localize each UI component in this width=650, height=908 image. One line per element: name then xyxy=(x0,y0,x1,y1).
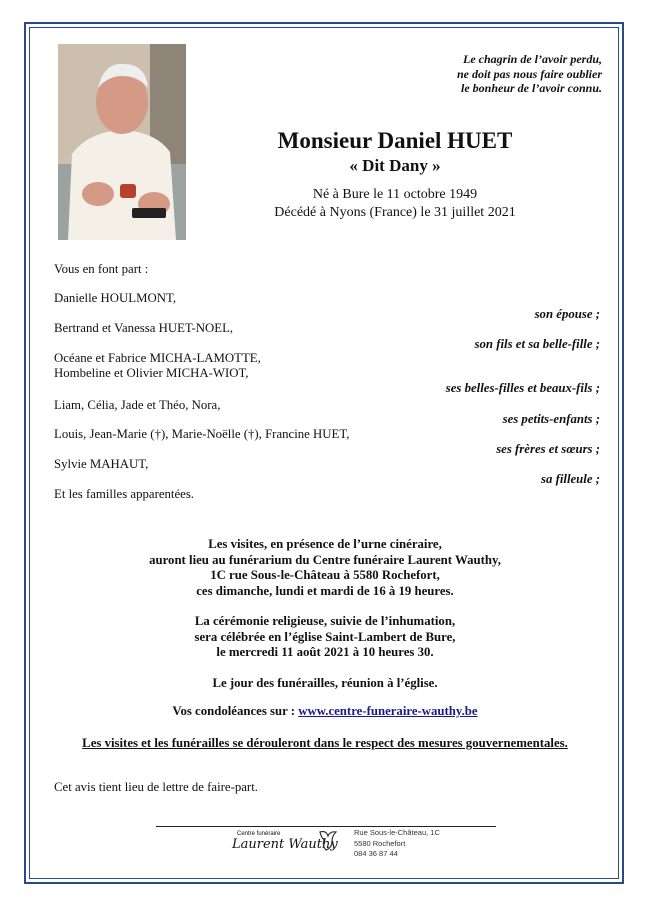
family-relation: ses petits-enfants ; xyxy=(502,412,600,426)
visits-line: 1C rue Sous-le-Château à 5580 Rochefort, xyxy=(210,568,440,583)
ceremony-line: La cérémonie religieuse, suivie de l’inhumation, xyxy=(194,614,456,628)
epigraph-line: Le chagrin de l’avoir perdu, xyxy=(463,52,602,66)
family-relation: ses frères et sœurs ; xyxy=(496,442,600,456)
families-line: Et les familles apparentées. xyxy=(54,487,194,501)
condolences-line xyxy=(40,704,610,720)
epigraph xyxy=(382,52,602,96)
family-relation: ses belles-filles et beaux-fils ; xyxy=(445,381,600,395)
notice-line: Cet avis tient lieu de lettre de faire-part. xyxy=(54,780,258,794)
ceremony-block xyxy=(40,614,610,661)
family-relation: son fils et sa belle-fille ; xyxy=(474,337,600,351)
family-relation: son épouse ; xyxy=(534,307,600,321)
visits-line: Les visites, en présence de l’urne cinéraire, xyxy=(208,537,442,551)
life-dates xyxy=(200,186,590,222)
epigraph-line: ne doit pas nous faire oublier xyxy=(456,66,602,81)
deceased-nickname: « Dit Dany » xyxy=(349,156,441,175)
footer-address xyxy=(354,828,440,860)
address-line: 5580 Rochefort xyxy=(354,838,406,848)
funeral-day-text: Le jour des funérailles, réunion à l’église. xyxy=(212,676,438,690)
visits-line: ces dimanche, lundi et mardi de 16 à 19 heures. xyxy=(196,583,454,598)
family-name: Louis, Jean-Marie (†), Marie-Noëlle (†), Francine HUET, xyxy=(54,427,350,441)
family-name: Océane et Fabrice MICHA-LAMOTTE, xyxy=(54,351,261,365)
death-line: Décédé à Nyons (France) le 31 juillet 2021 xyxy=(274,205,516,220)
dove-logo-icon xyxy=(316,828,340,854)
measures-line xyxy=(40,736,610,752)
funeral-day-line xyxy=(40,676,610,692)
measures-text: Les visites et les funérailles se dérouleront dans le respect des mesures gouvernementales. xyxy=(82,736,568,750)
epigraph-line: le bonheur de l’avoir connu. xyxy=(460,81,602,95)
family-name: Bertrand et Vanessa HUET-NOEL, xyxy=(54,321,234,335)
footer-divider xyxy=(156,826,496,827)
birth-line: Né à Bure le 11 octobre 1949 xyxy=(312,187,478,202)
portrait-photo xyxy=(58,44,186,240)
family-relation: sa filleule ; xyxy=(541,472,600,486)
logo-script-name: Laurent Wauthy xyxy=(232,837,338,852)
ceremony-line: le mercredi 11 août 2021 à 10 heures 30. xyxy=(216,645,434,660)
address-line: Rue Sous-le-Château, 1C xyxy=(354,828,440,837)
announce-line: Vous en font part : xyxy=(54,262,149,276)
ceremony-line: sera célébrée en l’église Saint-Lambert de Bure, xyxy=(194,629,456,644)
deceased-name: Monsieur Daniel HUET xyxy=(277,128,513,153)
phone-line: 084 36 87 44 xyxy=(354,849,398,858)
logo-caption: Centre funéraire xyxy=(237,831,281,837)
condolences-label: Vos condoléances sur : xyxy=(172,704,299,718)
family-name: Sylvie MAHAUT, xyxy=(54,457,149,471)
visits-line: auront lieu au funérarium du Centre funéraire Laurent Wauthy, xyxy=(149,552,501,567)
condolences-link[interactable]: www.centre-funeraire-wauthy.be xyxy=(298,704,478,718)
family-name: Danielle HOULMONT, xyxy=(54,291,177,305)
family-name: Liam, Célia, Jade et Théo, Nora, xyxy=(54,398,221,412)
visits-block xyxy=(40,537,610,599)
family-name: Hombeline et Olivier MICHA-WIOT, xyxy=(54,366,249,380)
